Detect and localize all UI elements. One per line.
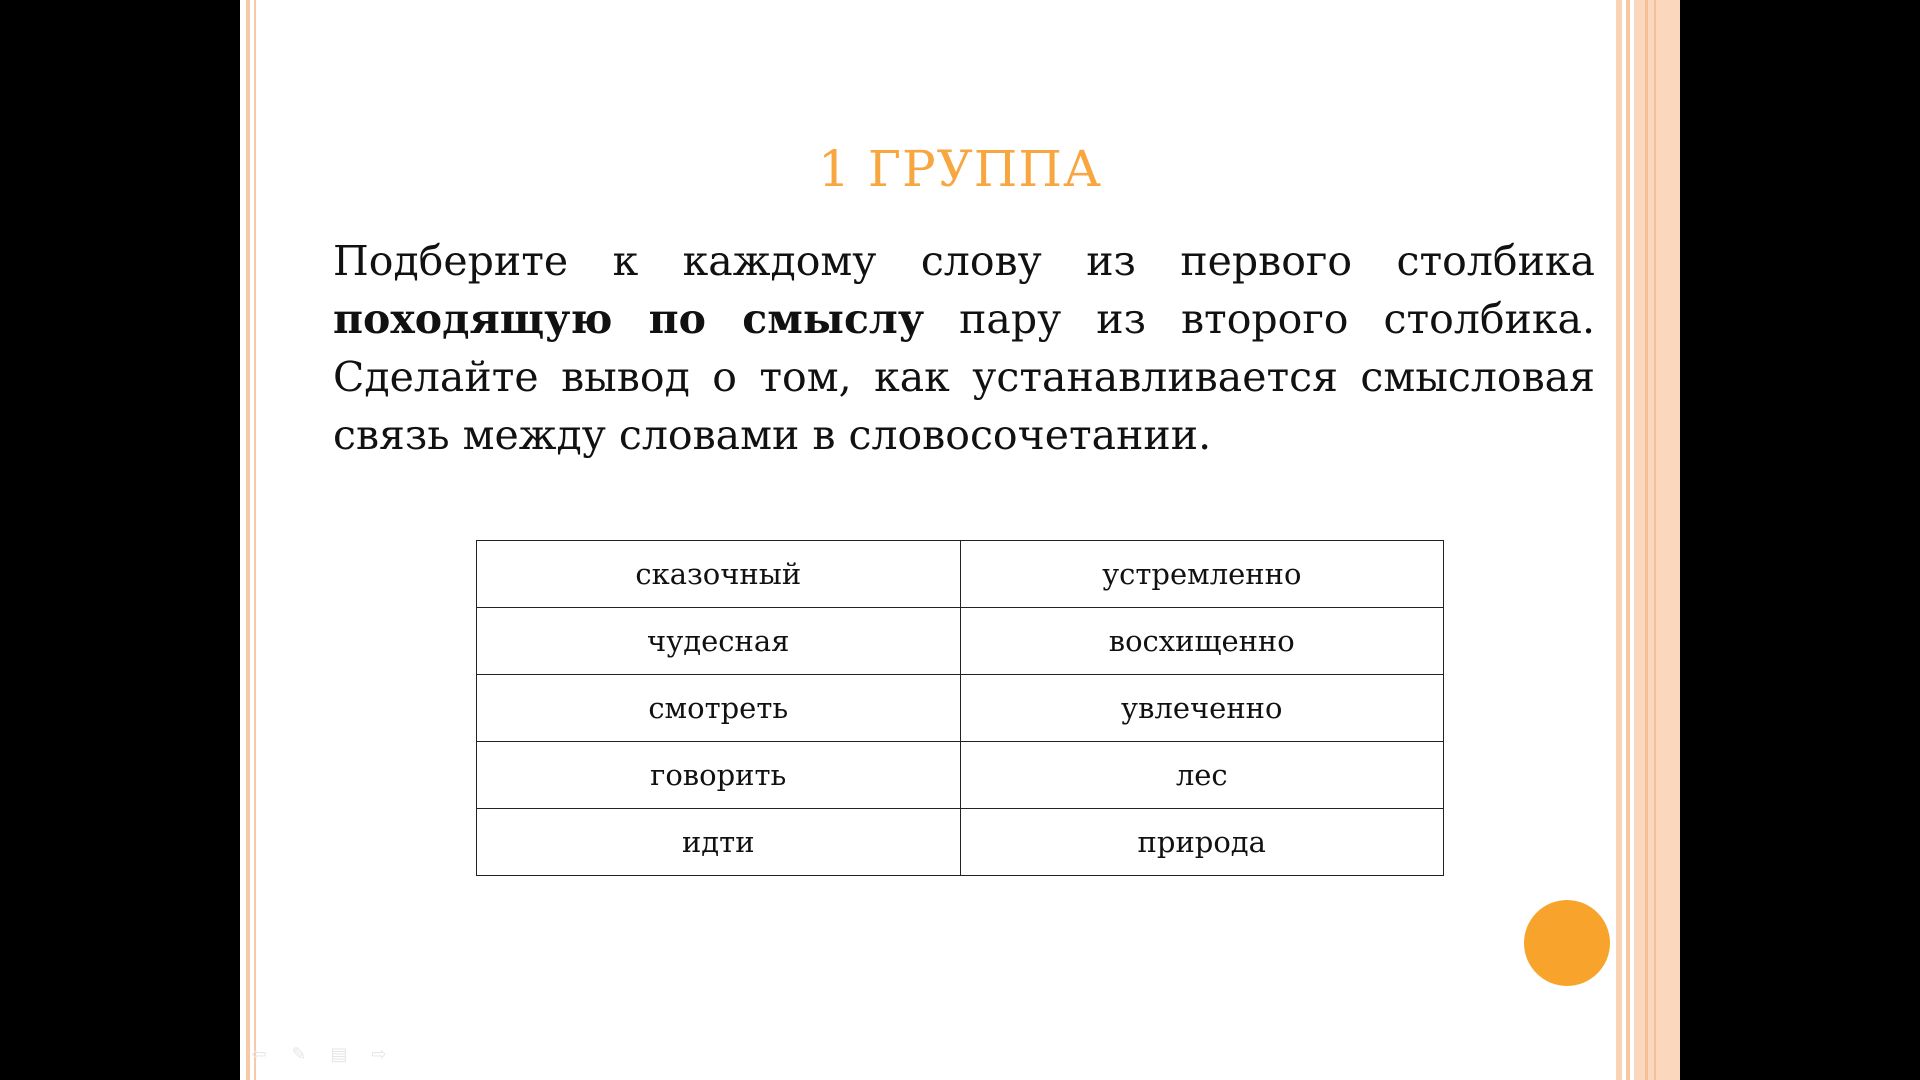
table-cell-left: чудесная bbox=[477, 608, 961, 675]
slide-title: 1 ГРУППА bbox=[818, 140, 1102, 198]
arrow-left-icon[interactable]: ⇦ bbox=[251, 1044, 267, 1065]
word-table bbox=[476, 540, 1444, 876]
table-cell-left: сказочный bbox=[477, 541, 961, 608]
instruction-part-2: пару из второго столбика. Сделайте вывод о том, как устанавливается смысловая связь между словами в словосочетании. bbox=[333, 295, 1595, 459]
table-cell-left: идти bbox=[477, 809, 961, 876]
pen-icon[interactable]: ✎ bbox=[291, 1044, 307, 1065]
instruction-text bbox=[333, 232, 1595, 464]
table-cell-left: смотреть bbox=[477, 675, 961, 742]
table-row bbox=[477, 541, 1444, 608]
slide-navigation-toolbar bbox=[248, 1042, 390, 1068]
menu-icon[interactable]: ▤ bbox=[330, 1044, 348, 1065]
table-cell-right: лес bbox=[960, 742, 1444, 809]
slide bbox=[240, 0, 1680, 1080]
arrow-right-icon[interactable]: ⇨ bbox=[371, 1044, 387, 1065]
table-row bbox=[477, 675, 1444, 742]
table-row bbox=[477, 608, 1444, 675]
table-row bbox=[477, 742, 1444, 809]
instruction-part-1: Подберите к каждому слову из первого столбика bbox=[333, 237, 1595, 285]
table-cell-right: увлеченно bbox=[960, 675, 1444, 742]
instruction-bold: походящую по смыслу bbox=[333, 295, 925, 343]
table-row bbox=[477, 809, 1444, 876]
table-cell-right: восхищенно bbox=[960, 608, 1444, 675]
table-cell-right: устремленно bbox=[960, 541, 1444, 608]
decor-circle bbox=[1524, 900, 1610, 986]
table-cell-left: говорить bbox=[477, 742, 961, 809]
table-cell-right: природа bbox=[960, 809, 1444, 876]
